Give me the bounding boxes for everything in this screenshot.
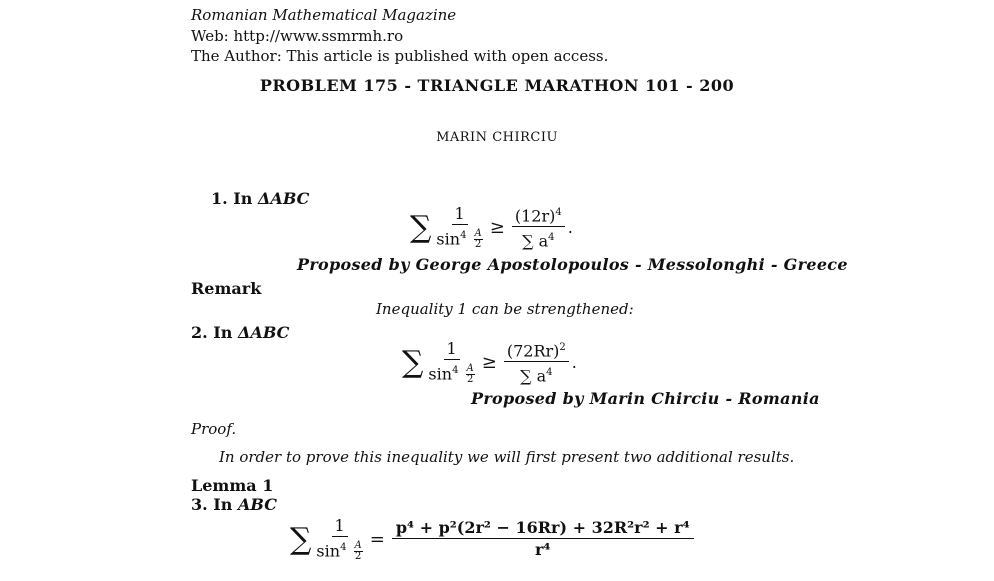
lemma-heading: Lemma 1 xyxy=(191,476,274,495)
rhs-den-text: ∑ a xyxy=(522,231,549,251)
rhs-den-exp: 4 xyxy=(546,367,553,379)
half-angle-num: A xyxy=(474,228,482,240)
lhs-denominator xyxy=(316,537,362,562)
sum-symbol: ∑ xyxy=(410,209,432,245)
sin-exponent: 4 xyxy=(460,230,467,242)
problem-1-equation xyxy=(410,204,573,252)
rhs-numerator xyxy=(512,204,565,227)
sin-text: sin xyxy=(316,541,341,561)
problem-1-label xyxy=(211,189,309,208)
rhs-numerator: p⁴ + p²(2r² − 16Rr) + 32R²r² + r⁴ xyxy=(392,519,694,539)
lemma-number: 3. xyxy=(191,495,208,514)
problem-1-triangle: ΔABC xyxy=(257,189,310,208)
half-angle-den: 2 xyxy=(466,374,474,386)
lhs-numerator: 1 xyxy=(452,205,468,225)
half-angle-den: 2 xyxy=(474,239,482,251)
half-angle-den: 2 xyxy=(354,551,362,563)
half-angle-num: A xyxy=(466,363,474,375)
sum-symbol: ∑ xyxy=(290,521,312,557)
lhs-fraction xyxy=(316,517,362,562)
lhs-numerator: 1 xyxy=(332,517,348,537)
problem-2-in: In xyxy=(213,323,233,342)
problem-2-number: 2. xyxy=(191,323,208,342)
sin-text: sin xyxy=(428,364,453,384)
half-angle-num: A xyxy=(354,540,362,552)
problem-1-number: 1. xyxy=(211,189,228,208)
lhs-denominator xyxy=(428,360,474,385)
rhs-den-text: ∑ a xyxy=(520,366,547,386)
remark-heading: Remark xyxy=(191,279,262,298)
equation-period: . xyxy=(567,218,573,238)
sin-exponent: 4 xyxy=(340,542,347,553)
lemma-label xyxy=(191,495,277,514)
half-angle xyxy=(354,541,363,562)
proof-text: In order to prove this inequality we will first present two additional results. xyxy=(219,448,795,466)
sum-symbol: ∑ xyxy=(402,344,424,380)
problem-1-proposer: Proposed by George Apostolopoulos - Messolonghi - Greece xyxy=(297,255,848,274)
web-address: Web: http://www.ssmrmh.ro xyxy=(191,27,404,45)
problem-1-in: In xyxy=(233,189,253,208)
rhs-num-exp: 4 xyxy=(555,207,562,218)
lemma-in: In xyxy=(213,495,233,514)
problem-2-proposer: Proposed by Marin Chirciu - Romania xyxy=(471,389,820,408)
problem-2-equation xyxy=(402,339,577,387)
rhs-num-text: (72Rr) xyxy=(506,341,560,361)
lemma-triangle: ABC xyxy=(237,495,277,514)
lhs-fraction xyxy=(436,205,482,250)
lemma-equation xyxy=(290,517,697,562)
rhs-denominator xyxy=(520,362,552,386)
relation-symbol: ≥ xyxy=(489,217,505,239)
proof-heading: Proof. xyxy=(191,420,237,438)
sin-exponent: 4 xyxy=(452,365,459,377)
rhs-fraction xyxy=(392,519,694,560)
sin-text: sin xyxy=(436,229,461,249)
problem-2-label xyxy=(191,323,289,342)
rhs-fraction xyxy=(504,339,569,387)
relation-symbol: ≥ xyxy=(481,352,497,374)
rhs-fraction xyxy=(512,204,565,252)
rhs-num-exp: 2 xyxy=(559,342,566,353)
magazine-name: Romanian Mathematical Magazine xyxy=(191,6,457,24)
half-angle xyxy=(474,229,483,250)
rhs-numerator xyxy=(504,339,569,362)
equation-period: . xyxy=(571,353,577,373)
rhs-denominator: r⁴ xyxy=(535,540,551,560)
half-angle xyxy=(466,364,475,385)
problem-2-triangle: ΔABC xyxy=(237,323,290,342)
lhs-fraction xyxy=(428,340,474,385)
remark-text: Inequality 1 can be strengthened: xyxy=(376,300,634,318)
author-note: The Author: This article is published with open access. xyxy=(191,47,609,65)
rhs-num-text: (12r) xyxy=(514,206,556,226)
relation-symbol: = xyxy=(369,529,385,551)
page-title: PROBLEM 175 - TRIANGLE MARATHON 101 - 200 xyxy=(259,76,735,95)
rhs-denominator xyxy=(522,227,554,251)
rhs-den-exp: 4 xyxy=(548,232,555,244)
author-name: MARIN CHIRCIU xyxy=(436,130,558,145)
lhs-denominator xyxy=(436,225,482,250)
lhs-numerator: 1 xyxy=(444,340,460,360)
